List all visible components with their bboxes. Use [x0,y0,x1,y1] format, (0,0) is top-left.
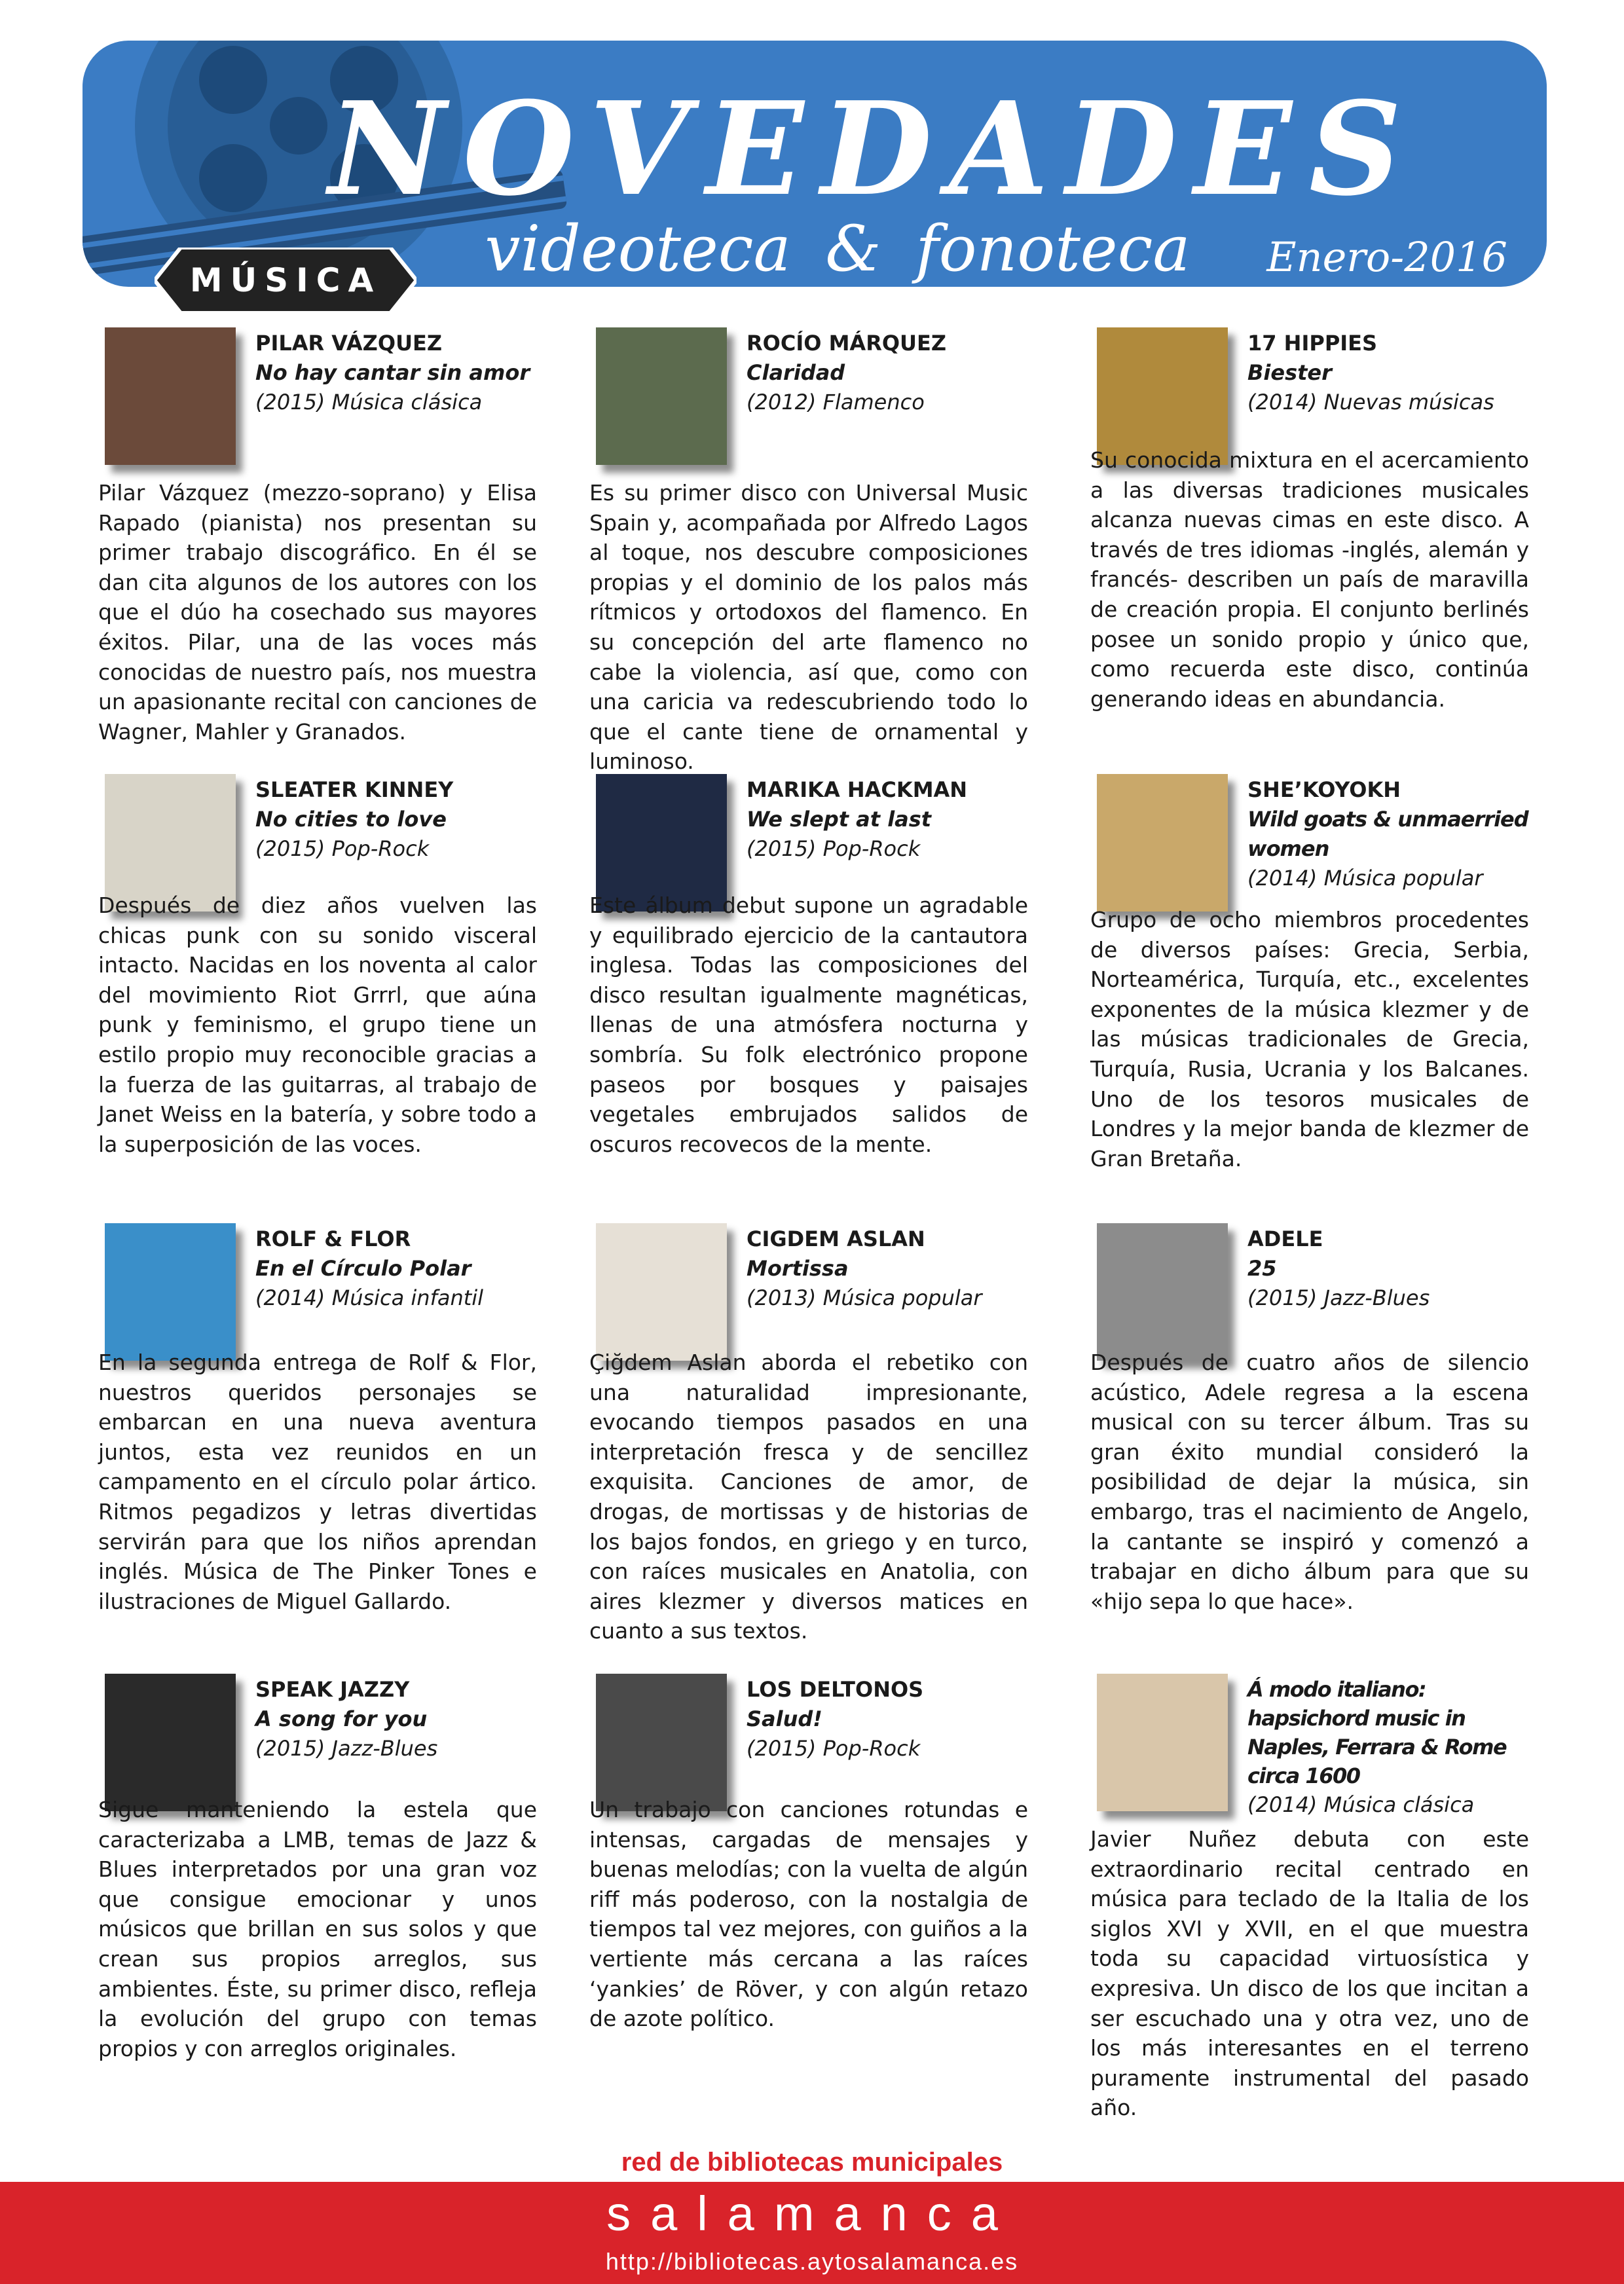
issue-date: Enero-2016 [1266,233,1507,281]
album-meta [255,775,537,864]
album-description: Su conocida mixtura en el acercamiento a las diversas tradiciones musicales alcanza nuevas cimas en este disco. A través de tres idiomas -inglés, alemán y francés- describen un país de maravilla de creación propia. El conjunto berlinés posee un sonido propio y único que, como recuerda este disco, continúa generando ideas en abundancia. [1090,447,1529,712]
album-meta [747,1225,1028,1313]
album-title: We slept at last [747,807,932,832]
album-genre [1247,1790,1529,1820]
library-network-label: red de bibliotecas municipales [621,2148,1003,2177]
album-genre [1247,864,1529,893]
album-genre [255,1283,537,1313]
album-genre [747,834,1028,864]
artist-name: SHE’KOYOKH [1247,777,1401,802]
album-cover [1097,327,1228,465]
album-title: Á modo italiano: hapsichord music in Naples, Ferrara & Rome circa 1600 [1247,1677,1507,1788]
album-cover [596,327,727,465]
artist-name: MARIKA HACKMAN [747,777,968,802]
album-cover [1097,774,1228,912]
genre-label: Jazz-Blues [331,1736,438,1761]
album-meta [1247,329,1529,417]
album-meta [255,1675,537,1763]
album-genre [1247,1283,1529,1313]
genre-label: Jazz-Blues [1323,1285,1430,1310]
album-genre [255,388,537,417]
album-meta [1247,775,1529,893]
album-year: (2015) [255,1736,325,1761]
artist-name: SLEATER KINNEY [255,777,454,802]
album-year: (2012) [747,390,817,414]
album-meta [1247,1225,1529,1313]
album-cover [105,1674,236,1811]
album-genre [747,1734,1028,1763]
album-title: En el Círculo Polar [255,1256,471,1281]
album-cover [105,1223,236,1361]
album-description: Después de cuatro años de silencio acústico, Adele regresa a la escena musical con su tercer álbum. Tras su gran éxito mundial consideró la posibilidad de dejar la música, sin embargo, tras el nacimiento de Angelo, la cantante se inspiró y comenzó a trabajar en dicho álbum para que su «hijo sepa lo que hace». [1090,1350,1529,1614]
section-tab-musica [155,248,416,313]
album-description: Grupo de ocho miembros procedentes de diversos países: Grecia, Serbia, Norteamérica, Turquía, etc., excelentes exponentes de la música klezmer y de las músicas tradicionales de Grecia, Turquía, Rusia, Ucrania y los Balcanes. Uno de los tesoros musicales de Londres y la mejor banda de klezmer de Gran Bretaña. [1090,907,1529,1171]
genre-label: Nuevas músicas [1323,390,1494,414]
footer-url-link[interactable]: http://bibliotecas.aytosalamanca.es [605,2248,1019,2275]
genre-label: Música popular [822,1285,982,1310]
artist-name: PILAR VÁZQUEZ [255,331,443,356]
genre-label: Música popular [1323,866,1483,891]
album-genre [255,1734,537,1763]
genre-label: Pop-Rock [822,1736,921,1761]
album-description: En la segunda entrega de Rolf & Flor, nuestros queridos personajes se embarcan en una nueva aventura juntos, esta vez reunidos en un campamento en el círculo polar ártico. Ritmos pegadizos y letras divertidas servirán para que los niños aprendan inglés. Música de The Pinker Tones e ilustraciones de Miguel Gallardo. [98,1350,537,1614]
album-description: Un trabajo con canciones rotundas e intensas, cargadas de mensajes y buenas melodías; con la vuelta de algún riff más poderoso, con la nostalgia de tiempos tal vez mejores, con guiños a la vertiente más cercana a las raíces ‘yankies’ de Röver, y con algún retazo de azote político. [589,1797,1028,2032]
city-name: salamanca [606,2186,1018,2241]
album-year: (2015) [747,836,817,861]
album-title: Mortissa [747,1256,849,1281]
artist-name: ROLF & FLOR [255,1226,411,1251]
album-title: Wild goats & unmaerried women [1247,807,1528,861]
album-description: Javier Nuñez debuta con este extraordinario recital centrado en música para teclado de la Italia de los siglos XVI y XVII, en el que muestra toda su capacidad virtuosística y expresiva. Un disco de los que incitan a ser escuchado una y otra vez, uno de los más interesantes en el terreno puramente instrumental del pasado año. [1090,1826,1529,2121]
album-year: (2015) [255,390,325,414]
artist-name: CIGDEM ASLAN [747,1226,925,1251]
artist-name: LOS DELTONOS [747,1677,924,1702]
album-year: (2015) [747,1736,817,1761]
album-cover [105,327,236,465]
album-meta [747,775,1028,864]
genre-label: Pop-Rock [331,836,430,861]
genre-label: Música clásica [1323,1792,1475,1817]
genre-label: Música infantil [331,1285,484,1310]
album-genre [747,1283,1028,1313]
album-title: No hay cantar sin amor [255,360,530,385]
album-year: (2014) [255,1285,325,1310]
album-title: Claridad [747,360,845,385]
artist-name: ROCÍO MÁRQUEZ [747,331,947,356]
album-meta [747,329,1028,417]
album-genre [1247,388,1529,417]
album-description: Este álbum debut supone un agradable y equilibrado ejercicio de la cantautora inglesa. Todas las composiciones del disco resultan igualmente magnéticas, llenas de una atmósfera nocturna y sombría. Su folk electrónico propone paseos por bosques y paisajes vegetales embrujados salidos de oscuros recovecos de la mente. [589,893,1028,1157]
album-title: Salud! [747,1706,822,1731]
footer-bar [0,2182,1624,2284]
album-title: No cities to love [255,807,447,832]
artist-name: 17 HIPPIES [1247,331,1378,356]
album-year: (2014) [1247,866,1318,891]
album-cover [596,1674,727,1811]
album-cover [596,1223,727,1361]
album-year: (2013) [747,1285,817,1310]
album-meta [747,1675,1028,1763]
album-description: Sigue manteniendo la estela que caracterizaba a LMB, temas de Jazz & Blues interpretados por una gran voz que consigue emocionar y unos músicos que brillan en sus solos y que crean sus propios arreglos, sus ambientes. Éste, su primer disco, refleja la evolución del grupo con temas propios y con arreglos originales. [98,1797,537,2061]
album-meta [255,1225,537,1313]
album-year: (2014) [1247,1792,1318,1817]
page-subtitle: videoteca & fonoteca [485,212,1190,286]
album-description: Es su primer disco con Universal Music Spain y, acompañada por Alfredo Lagos al toque, nos descubre composiciones propias y el dominio de los palos más rítmicos y ortodoxos del flamenco. En su concepción del arte flamenco no cabe la violencia, así que, como con una caricia va redescubriendo todo lo que el cante tiene de ornamental y luminoso. [589,480,1028,775]
genre-label: Pop-Rock [822,836,921,861]
genre-label: Música clásica [331,390,483,414]
album-year: (2014) [1247,390,1318,414]
section-label: MÚSICA [189,261,382,299]
page-title: NOVEDADES [328,74,1419,225]
album-genre [747,388,1028,417]
album-year: (2015) [255,836,325,861]
album-title: Biester [1247,360,1332,385]
album-cover [1097,1223,1228,1361]
album-title: A song for you [255,1706,428,1731]
album-description: Pilar Vázquez (mezzo-soprano) y Elisa Rapado (pianista) nos presentan su primer trabajo discográfico. En él se dan cita algunos de los autores con los que el dúo ha cosechado sus mayores éxitos. Pilar, una de las voces más conocidas de nuestro país, nos muestra un apasionante recital con canciones de Wagner, Mahler y Granados. [98,480,537,745]
album-cover [1097,1674,1228,1811]
album-title: 25 [1247,1256,1277,1281]
album-description: Después de diez años vuelven las chicas punk con su sonido visceral intacto. Nacidas en los noventa al calor del movimiento Riot Grrrl, que aúna punk y feminismo, el grupo tiene un estilo propio muy reconocible gracias a la fuerza de las guitarras, al trabajo de Janet Weiss en la batería, y sobre todo a la superposición de las voces. [98,893,537,1157]
album-meta [255,329,537,417]
artist-name: SPEAK JAZZY [255,1677,410,1702]
album-genre [255,834,537,864]
album-year: (2015) [1247,1285,1318,1310]
album-description: Çiğdem Aslan aborda el rebetiko con una naturalidad impresionante, evocando tiempos pasados en una interpretación fresca y de sencillez exquisita. Canciones de amor, de drogas, de mortissas y de historias de los bajos fondos, en griego y en turco, con raíces musicales en Anatolia, con aires klezmer y diversos matices en cuanto a sus textos. [589,1350,1028,1644]
artist-name: ADELE [1247,1226,1323,1251]
album-meta [1247,1675,1529,1820]
genre-label: Flamenco [822,390,925,414]
